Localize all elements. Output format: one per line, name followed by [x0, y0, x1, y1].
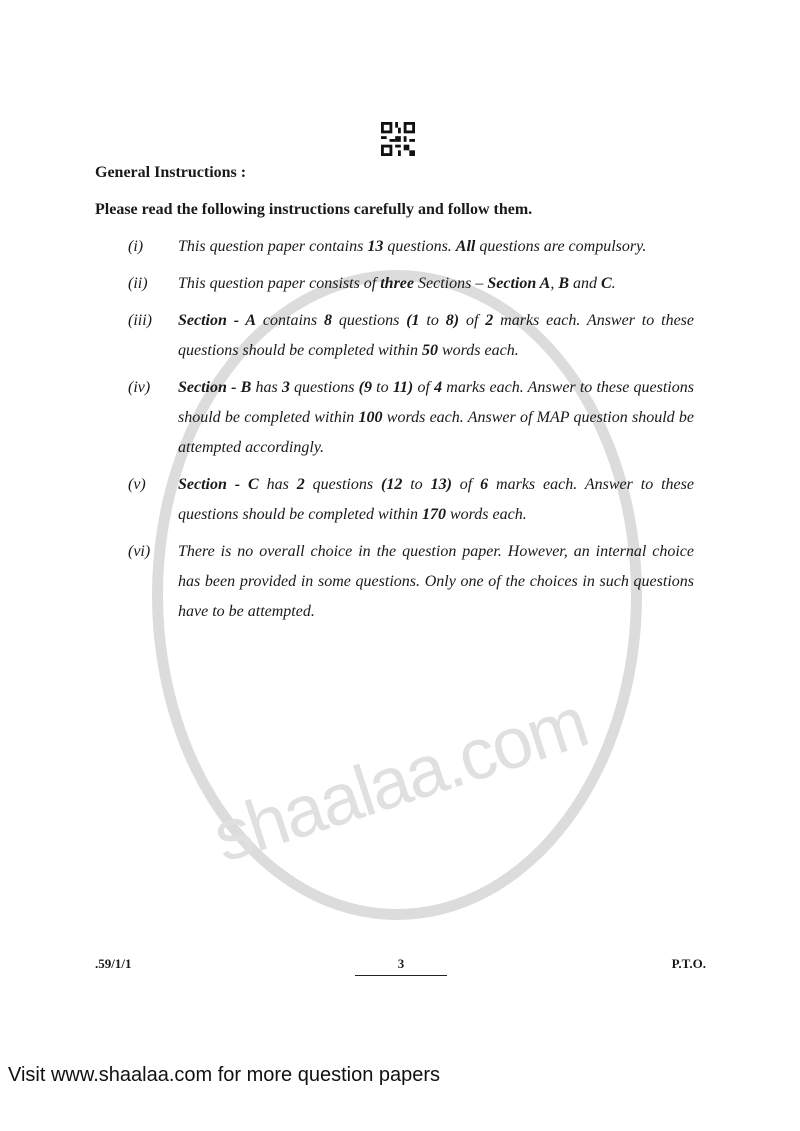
instruction-number: (ii) — [128, 275, 148, 292]
bold-text: 8) — [445, 312, 460, 329]
text-segment: There is no overall choice in the question paper. However, an internal choice has been provided in some questions. Only one of the choices in such questions have to be attempted. — [178, 543, 694, 620]
bold-text: Section - A — [178, 312, 257, 329]
text-segment: questions. — [383, 238, 456, 255]
text-segment: to — [402, 476, 431, 493]
text-segment: questions — [289, 379, 359, 396]
bold-text: 11) — [392, 379, 414, 396]
bold-text: (12 — [380, 476, 403, 493]
text-segment: of — [451, 476, 481, 493]
text-segment: This question paper contains — [178, 238, 368, 255]
text-segment: words each. Answer of MAP question should be attempted accordingly. — [178, 409, 694, 456]
instructions-subheading: Please read the following instructions carefully and follow them. — [95, 201, 533, 218]
qr-code — [381, 122, 415, 156]
text-segment: of — [459, 312, 486, 329]
instruction-text — [178, 373, 694, 463]
instruction-number: (v) — [128, 476, 146, 493]
text-segment: to — [372, 379, 393, 396]
text-segment: questions — [332, 312, 407, 329]
text-segment: of — [413, 379, 435, 396]
text-segment: questions — [304, 476, 381, 493]
bold-text: All — [455, 238, 476, 255]
bold-text: 4 — [434, 379, 443, 396]
bold-text: 13 — [367, 238, 384, 255]
instruction-number: (vi) — [128, 543, 151, 560]
text-segment: . — [611, 275, 616, 292]
text-segment: and — [568, 275, 601, 292]
bold-text: (9 — [358, 379, 372, 396]
bold-text: C — [600, 275, 612, 292]
instruction-number: (i) — [128, 238, 144, 255]
paper-code: .59/1/1 — [95, 956, 132, 971]
bold-text: 100 — [358, 409, 383, 426]
bold-text: 170 — [421, 506, 446, 523]
instruction-number: (iv) — [128, 379, 151, 396]
bold-text: 2 — [485, 312, 494, 329]
text-segment: words each. — [445, 506, 527, 523]
text-segment: marks each. Answer to these questions should be completed within — [178, 476, 694, 523]
instruction-item — [128, 232, 694, 262]
instruction-number: (iii) — [128, 312, 152, 329]
text-segment: contains — [256, 312, 325, 329]
bold-text: 2 — [296, 476, 305, 493]
text-segment: marks each. Answer to these questions should be completed within — [178, 312, 694, 359]
watermark-text: shaalaa.com — [203, 682, 597, 878]
page-number: 3 — [355, 956, 447, 976]
bold-text: 3 — [281, 379, 290, 396]
bold-text: Section A — [487, 275, 551, 292]
instruction-text — [178, 232, 694, 262]
bold-text: 13) — [430, 476, 452, 493]
shaalaa-banner: Visit www.shaalaa.com for more question papers — [8, 1064, 441, 1086]
instruction-item — [128, 269, 694, 299]
instruction-text — [178, 269, 694, 299]
instruction-item — [128, 470, 694, 530]
instruction-text — [178, 306, 694, 366]
bold-text: B — [558, 275, 569, 292]
pto-label: P.T.O. — [671, 956, 706, 971]
bold-text: 50 — [421, 342, 438, 359]
general-instructions-heading: General Instructions : — [95, 164, 247, 181]
instruction-item — [128, 306, 694, 366]
bold-text: 6 — [480, 476, 489, 493]
text-segment: words each. — [437, 342, 519, 359]
text-segment: marks each. Answer to these questions should be completed within — [178, 379, 694, 426]
bold-text: 8 — [324, 312, 333, 329]
text-segment: This question paper consists of — [178, 275, 381, 292]
instruction-text — [178, 470, 694, 530]
text-segment: Sections – — [414, 275, 488, 292]
bold-text: Section - C — [178, 476, 259, 493]
bold-text: three — [380, 275, 415, 292]
instruction-item — [128, 537, 694, 627]
text-segment: to — [419, 312, 446, 329]
instruction-list — [128, 232, 694, 634]
text-segment: has — [258, 476, 297, 493]
text-segment: , — [550, 275, 559, 292]
instruction-text — [178, 537, 694, 627]
bold-text: Section - B — [178, 379, 252, 396]
bold-text: (1 — [406, 312, 420, 329]
instruction-item — [128, 373, 694, 463]
text-segment: has — [251, 379, 282, 396]
text-segment: questions are compulsory. — [475, 238, 647, 255]
